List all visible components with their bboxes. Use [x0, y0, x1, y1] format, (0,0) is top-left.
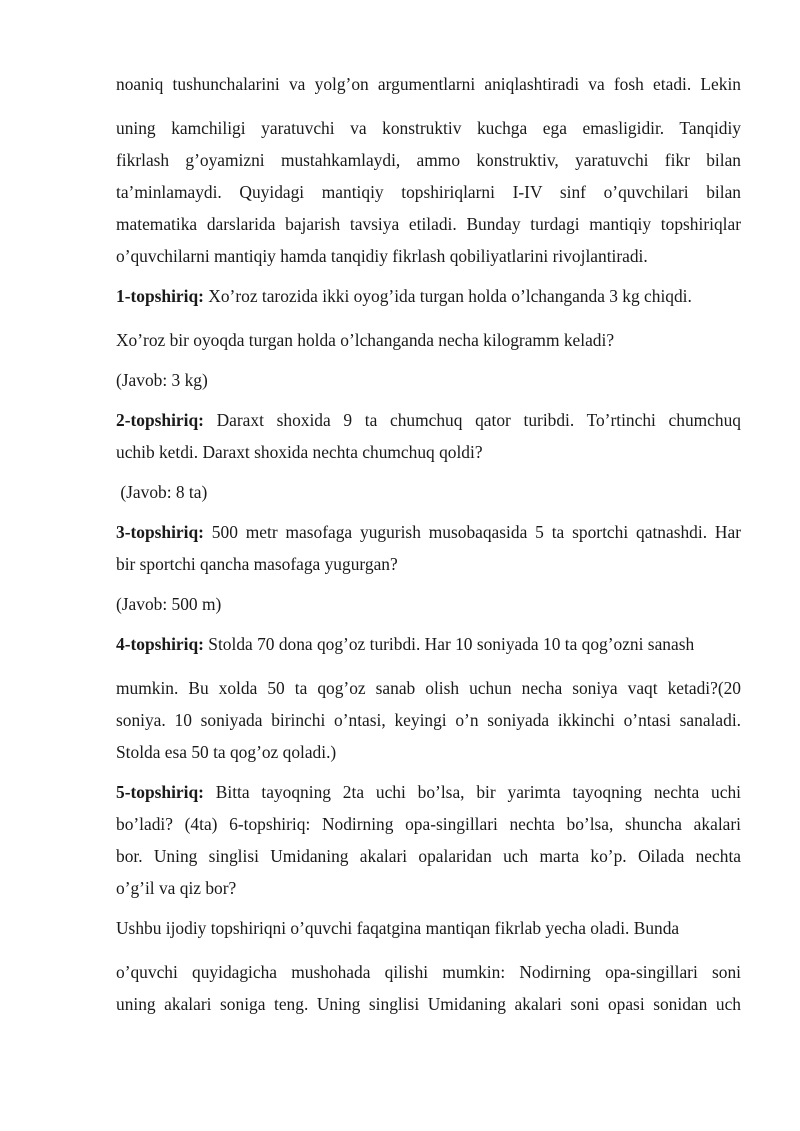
text-line: fikrlash g’oyamizni mustahkamlaydi, ammo konstruktiv, yaratuvchi fikr bilan [116, 150, 741, 170]
intro-paragraph [116, 68, 741, 272]
task-5-label: 5-topshiriq: [116, 782, 204, 802]
text-line: bo’ladi? (4ta) 6-topshiriq: Nodirning opa-singillari nechta bo’lsa, shuncha akalari [116, 814, 741, 834]
text-line: uchib ketdi. Daraxt shoxida nechta chumchuq qoldi? [116, 442, 483, 462]
task-1-label: 1-topshiriq: [116, 286, 204, 306]
text-line: noaniq tushunchalarini va yolg’on argumentlarni aniqlashtiradi va fosh etadi. Lekin [116, 74, 741, 94]
task-1-answer: (Javob: 3 kg) [116, 370, 208, 390]
task-1 [116, 280, 741, 356]
text-line: bir sportchi qancha masofaga yugurgan? [116, 554, 398, 574]
text-line: mumkin. Bu xolda 50 ta qog’oz sanab olish uchun necha soniya vaqt ketadi?(20 [116, 678, 741, 698]
text-line [116, 280, 741, 312]
task-2-text: Daraxt shoxida 9 ta chumchuq qator turibdi. To’rtinchi chumchuq [203, 410, 741, 430]
task-2-label: 2-topshiriq: [116, 410, 204, 430]
task-3-answer: (Javob: 500 m) [116, 594, 222, 614]
text-line: matematika darslarida bajarish tavsiya etiladi. Bunday turdagi mantiqiy topshiriqlar [116, 214, 741, 234]
document-page [116, 68, 741, 1028]
task-4-label: 4-topshiriq: [116, 634, 204, 654]
task-3-text: 500 metr masofaga yugurish musobaqasida 5 ta sportchi qatnashdi. Har [203, 522, 741, 542]
text-line: ta’minlamaydi. Quyidagi mantiqiy topshiriqlarni I-IV sinf o’quvchilari bilan [116, 182, 741, 202]
text-line: o’quvchilarni mantiqiy hamda tanqidiy fikrlash qobiliyatlarini rivojlantiradi. [116, 246, 648, 266]
text-line: soniya. 10 soniyada birinchi o’ntasi, keyingi o’n soniyada ikkinchi o’ntasi sanaladi. [116, 710, 741, 730]
task-2-answer: (Javob: 8 ta) [116, 482, 208, 502]
text-line: bor. Uning singlisi Umidaning akalari opalaridan uch marta ko’p. Oilada nechta [116, 846, 741, 866]
text-line [116, 628, 741, 660]
task-5 [116, 776, 741, 904]
text-line: Xo’roz bir oyoqda turgan holda o’lchanganda necha kilogramm keladi? [116, 330, 615, 350]
closing-paragraph [116, 912, 741, 1020]
text-line: uning akalari soniga teng. Uning singlisi Umidaning akalari soni opasi sonidan uch [116, 994, 741, 1014]
task-2 [116, 404, 741, 468]
task-3 [116, 516, 741, 580]
text-line: Ushbu ijodiy topshiriqni o’quvchi faqatgina mantiqan fikrlab yecha oladi. Bunda [116, 918, 680, 938]
text-line: o’quvchi quyidagicha mushohada qilishi mumkin: Nodirning opa-singillari soni [116, 962, 741, 982]
task-3-label: 3-topshiriq: [116, 522, 204, 542]
text-line [116, 404, 741, 436]
text-line: uning kamchiligi yaratuvchi va konstruktiv kuchga ega emasligidir. Tanqidiy [116, 118, 741, 138]
task-1-text: Xo’roz tarozida ikki oyog’ida turgan holda o’lchanganda 3 kg chiqdi. [203, 286, 692, 306]
text-line [116, 776, 741, 808]
text-line [116, 516, 741, 548]
task-4-text: Stolda 70 dona qog’oz turibdi. Har 10 soniyada 10 ta qog’ozni sanash [203, 634, 695, 654]
text-line: o’g’il va qiz bor? [116, 878, 237, 898]
task-5-text: Bitta tayoqning 2ta uchi bo’lsa, bir yarimta tayoqning nechta uchi [203, 782, 741, 802]
text-line: Stolda esa 50 ta qog’oz qoladi.) [116, 742, 337, 762]
task-4 [116, 628, 741, 768]
